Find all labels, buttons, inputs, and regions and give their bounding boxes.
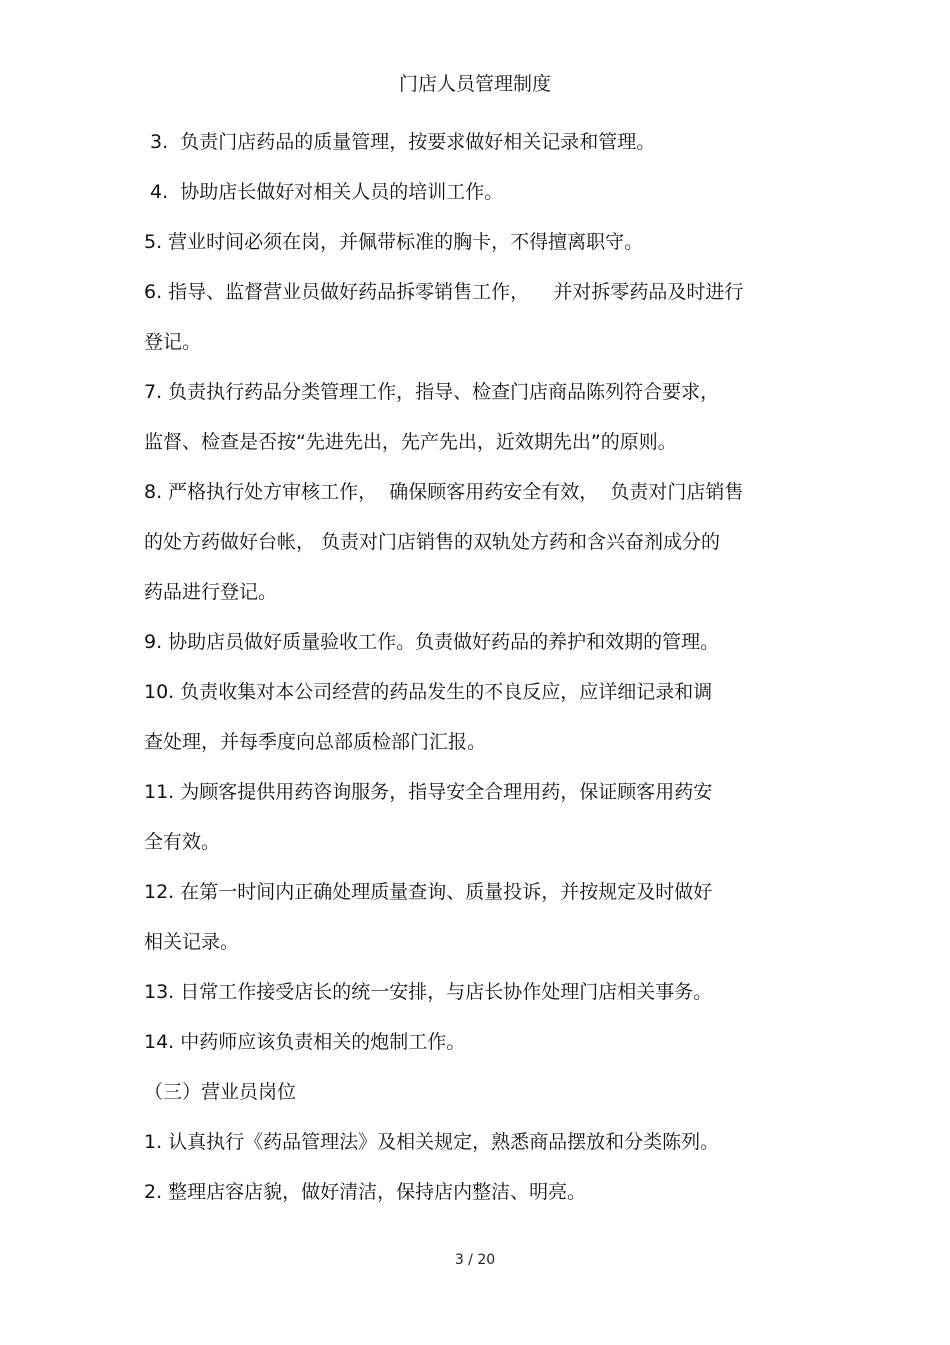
text-line: 14. 中药师应该负责相关的炮制工作。 (144, 1031, 466, 1053)
text-line: 监督、检查是否按“先进先出，先产先出，近效期先出”的原则。 (144, 431, 677, 453)
text-line: 1. 认真执行《药品管理法》及相关规定，熟悉商品摆放和分类陈列。 (144, 1131, 720, 1153)
text-line: 查处理，并每季度向总部质检部门汇报。 (144, 731, 487, 753)
text-line: 登记。 (144, 331, 202, 353)
text-line: 3. 负责门店药品的质量管理，按要求做好相关记录和管理。 (150, 131, 656, 153)
text-line: 药品进行登记。 (144, 581, 278, 603)
text-line: 全有效。 (144, 831, 221, 853)
text-line: 4. 协助店长做好对相关人员的培训工作。 (150, 181, 504, 203)
section-heading: （三）营业员岗位 (144, 1081, 297, 1103)
text-line: 8. 严格执行处方审核工作， 确保顾客用药安全有效， 负责对门店销售 (144, 481, 744, 503)
text-line: 6. 指导、监督营业员做好药品拆零销售工作， 并对拆零药品及时进行 (144, 281, 744, 303)
text-line: 5. 营业时间必须在岗，并佩带标准的胸卡，不得擅离职守。 (144, 231, 644, 253)
text-line: 9. 协助店员做好质量验收工作。负责做好药品的养护和效期的管理。 (144, 631, 720, 653)
text-line: 2. 整理店容店貌，做好清洁，保持店内整洁、明亮。 (144, 1181, 587, 1203)
page-header-title: 门店人员管理制度 (398, 73, 551, 95)
text-line: 的处方药做好台帐， 负责对门店销售的双轨处方药和含兴奋剂成分的 (144, 531, 721, 553)
text-line: 12. 在第一时间内正确处理质量查询、质量投诉，并按规定及时做好 (144, 881, 713, 903)
text-line: 10. 负责收集对本公司经营的药品发生的不良反应，应详细记录和调 (144, 681, 713, 703)
page-number: 3 / 20 (454, 1252, 496, 1268)
text-line: 13. 日常工作接受店长的统一安排，与店长协作处理门店相关事务。 (144, 981, 713, 1003)
document-body (144, 127, 824, 1227)
text-line: 7. 负责执行药品分类管理工作，指导、检查门店商品陈列符合要求， (144, 381, 720, 403)
text-line: 11. 为顾客提供用药咨询服务，指导安全合理用药，保证顾客用药安 (144, 781, 713, 803)
text-line: 相关记录。 (144, 931, 240, 953)
